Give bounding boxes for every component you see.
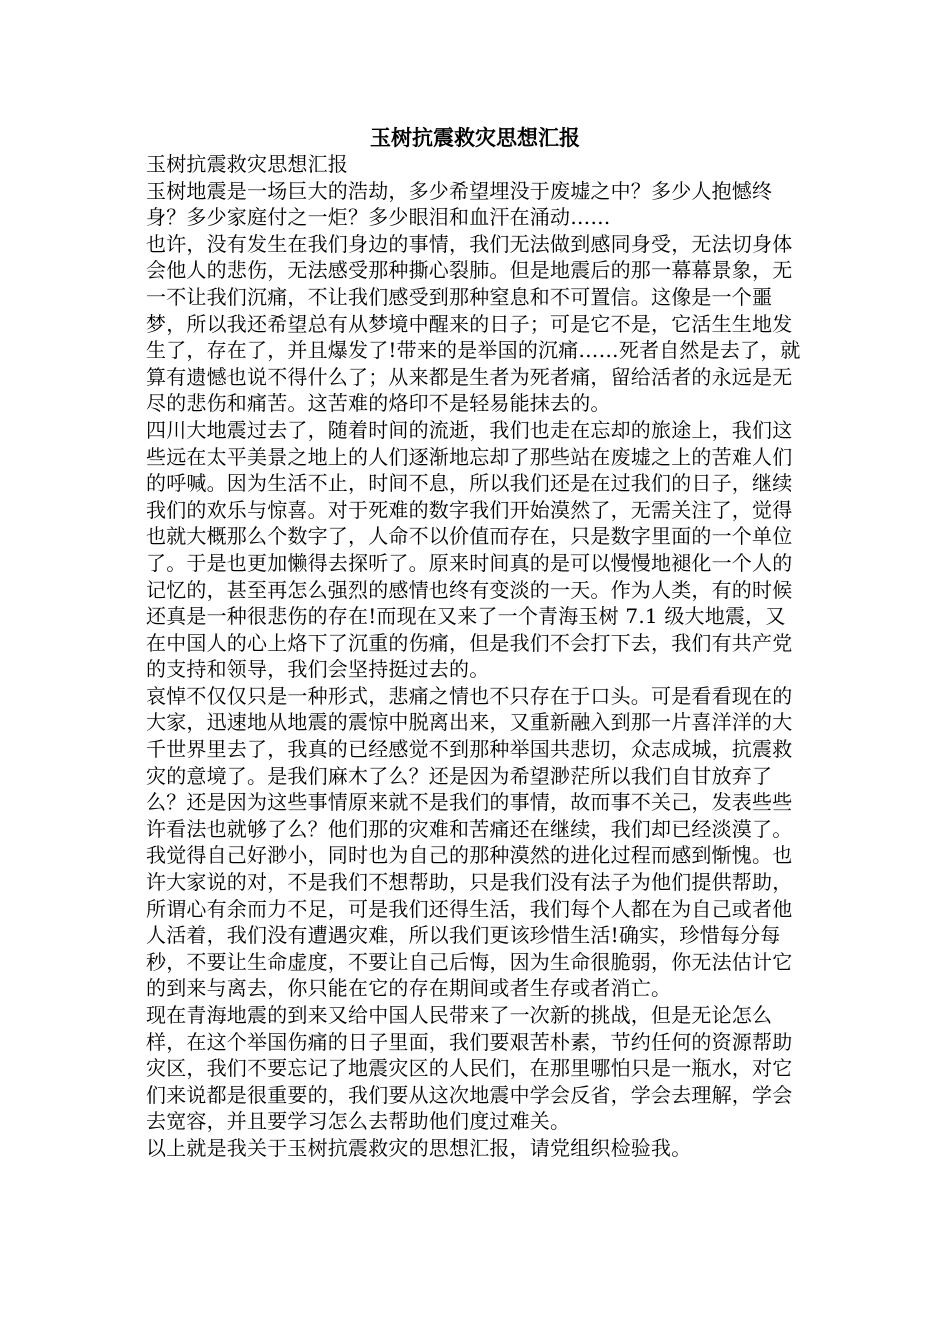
paragraph-1: 玉树地震是一场巨大的浩劫，多少希望埋没于废墟之中？多少人抱憾终身？多少家庭付之一炬？多少眼泪和血汗在涌动…… bbox=[146, 178, 773, 230]
paragraph-closing: 以上就是我关于玉树抗震救灾的思想汇报，请党组织检验我。 bbox=[146, 1135, 692, 1160]
document-body bbox=[146, 151, 804, 1162]
paragraph-3: 四川大地震过去了，随着时间的流逝，我们也走在忘却的旅途上，我们这些远在太平美景之地上的人们逐渐地忘却了那些站在废墟之上的苦难人们的呼喊。因为生活不止，时间不息，所以我们还是在过我们的日子，继续我们的欢乐与惊喜。对于死难的数字我们开始漠然了，无需关注了，觉得也就大概那么个数字了，人命不以价值而存在，只是数字里面的一个单位了。于是也更加懒得去探听了。原来时间真的是可以慢慢地褪化一个人的记忆的，甚至再怎么强烈的感情也终有变淡的一天。作为人类，有的时候还真是一种很悲伤的存在!而现在又来了一个青海玉树 7.1 级大地震，又在中国人的心上烙下了沉重的伤痛，但是我们不会打下去，我们有共产党的支持和领导，我们会坚持挺过去的。 bbox=[146, 417, 793, 682]
paragraph-5: 我觉得自己好渺小，同时也为自己的那种漠然的进化过程而感到惭愧。也许大家说的对，不是我们不想帮助，只是我们没有法子为他们提供帮助，所谓心有余而力不足，可是我们还得生活，我们每个人都在为自己或者他人活着，我们没有遭遇灾难，所以我们更该珍惜生活!确实，珍惜每分每秒，不要让生命虚度，不要让自己后悔，因为生命很脆弱，你无法估计它的到来与离去，你只能在它的存在期间或者生存或者消亡。 bbox=[146, 843, 793, 1001]
document-title: 玉树抗震救灾思想汇报 bbox=[370, 125, 580, 150]
paragraph-6: 现在青海地震的到来又给中国人民带来了一次新的挑战，但是无论怎么样，在这个举国伤痛的日子里面，我们要艰苦朴素，节约任何的资源帮助灾区，我们不要忘记了地震灾区的人民们，在那里哪怕只是一瓶水，对它们来说都是很重要的，我们要从这次地震中学会反省，学会去理解，学会去宽容，并且要学习怎么去帮助他们度过难关。 bbox=[146, 1003, 793, 1134]
paragraph-2: 也许，没有发生在我们身边的事情，我们无法做到感同身受，无法切身体会他人的悲伤，无法感受那种撕心裂肺。但是地震后的那一幕幕景象，无一不让我们沉痛，不让我们感受到那种窒息和不可置信。这像是一个噩梦，所以我还希望总有从梦境中醒来的日子；可是它不是，它活生生地发生了，存在了，并且爆发了!带来的是举国的沉痛……死者自然是去了，就算有遗憾也说不得什么了；从来都是生者为死者痛，留给活者的永远是无尽的悲伤和痛苦。这苦难的烙印不是轻易能抹去的。 bbox=[146, 231, 801, 416]
paragraph-4: 哀悼不仅仅只是一种形式，悲痛之情也不只存在于口头。可是看看现在的大家，迅速地从地震的震惊中脱离出来，又重新融入到那一片喜洋洋的大千世界里去了，我真的已经感觉不到那种举国共悲切，众志成城，抗震救灾的意境了。是我们麻木了么？还是因为希望渺茫所以我们自甘放弃了么？还是因为这些事情原来就不是我们的事情，故而事不关己，发表些些许看法也就够了么？他们那的灾难和苦痛还在继续，我们却已经淡漠了。 bbox=[146, 683, 793, 841]
paragraph-subtitle: 玉树抗震救灾思想汇报 bbox=[146, 152, 348, 176]
